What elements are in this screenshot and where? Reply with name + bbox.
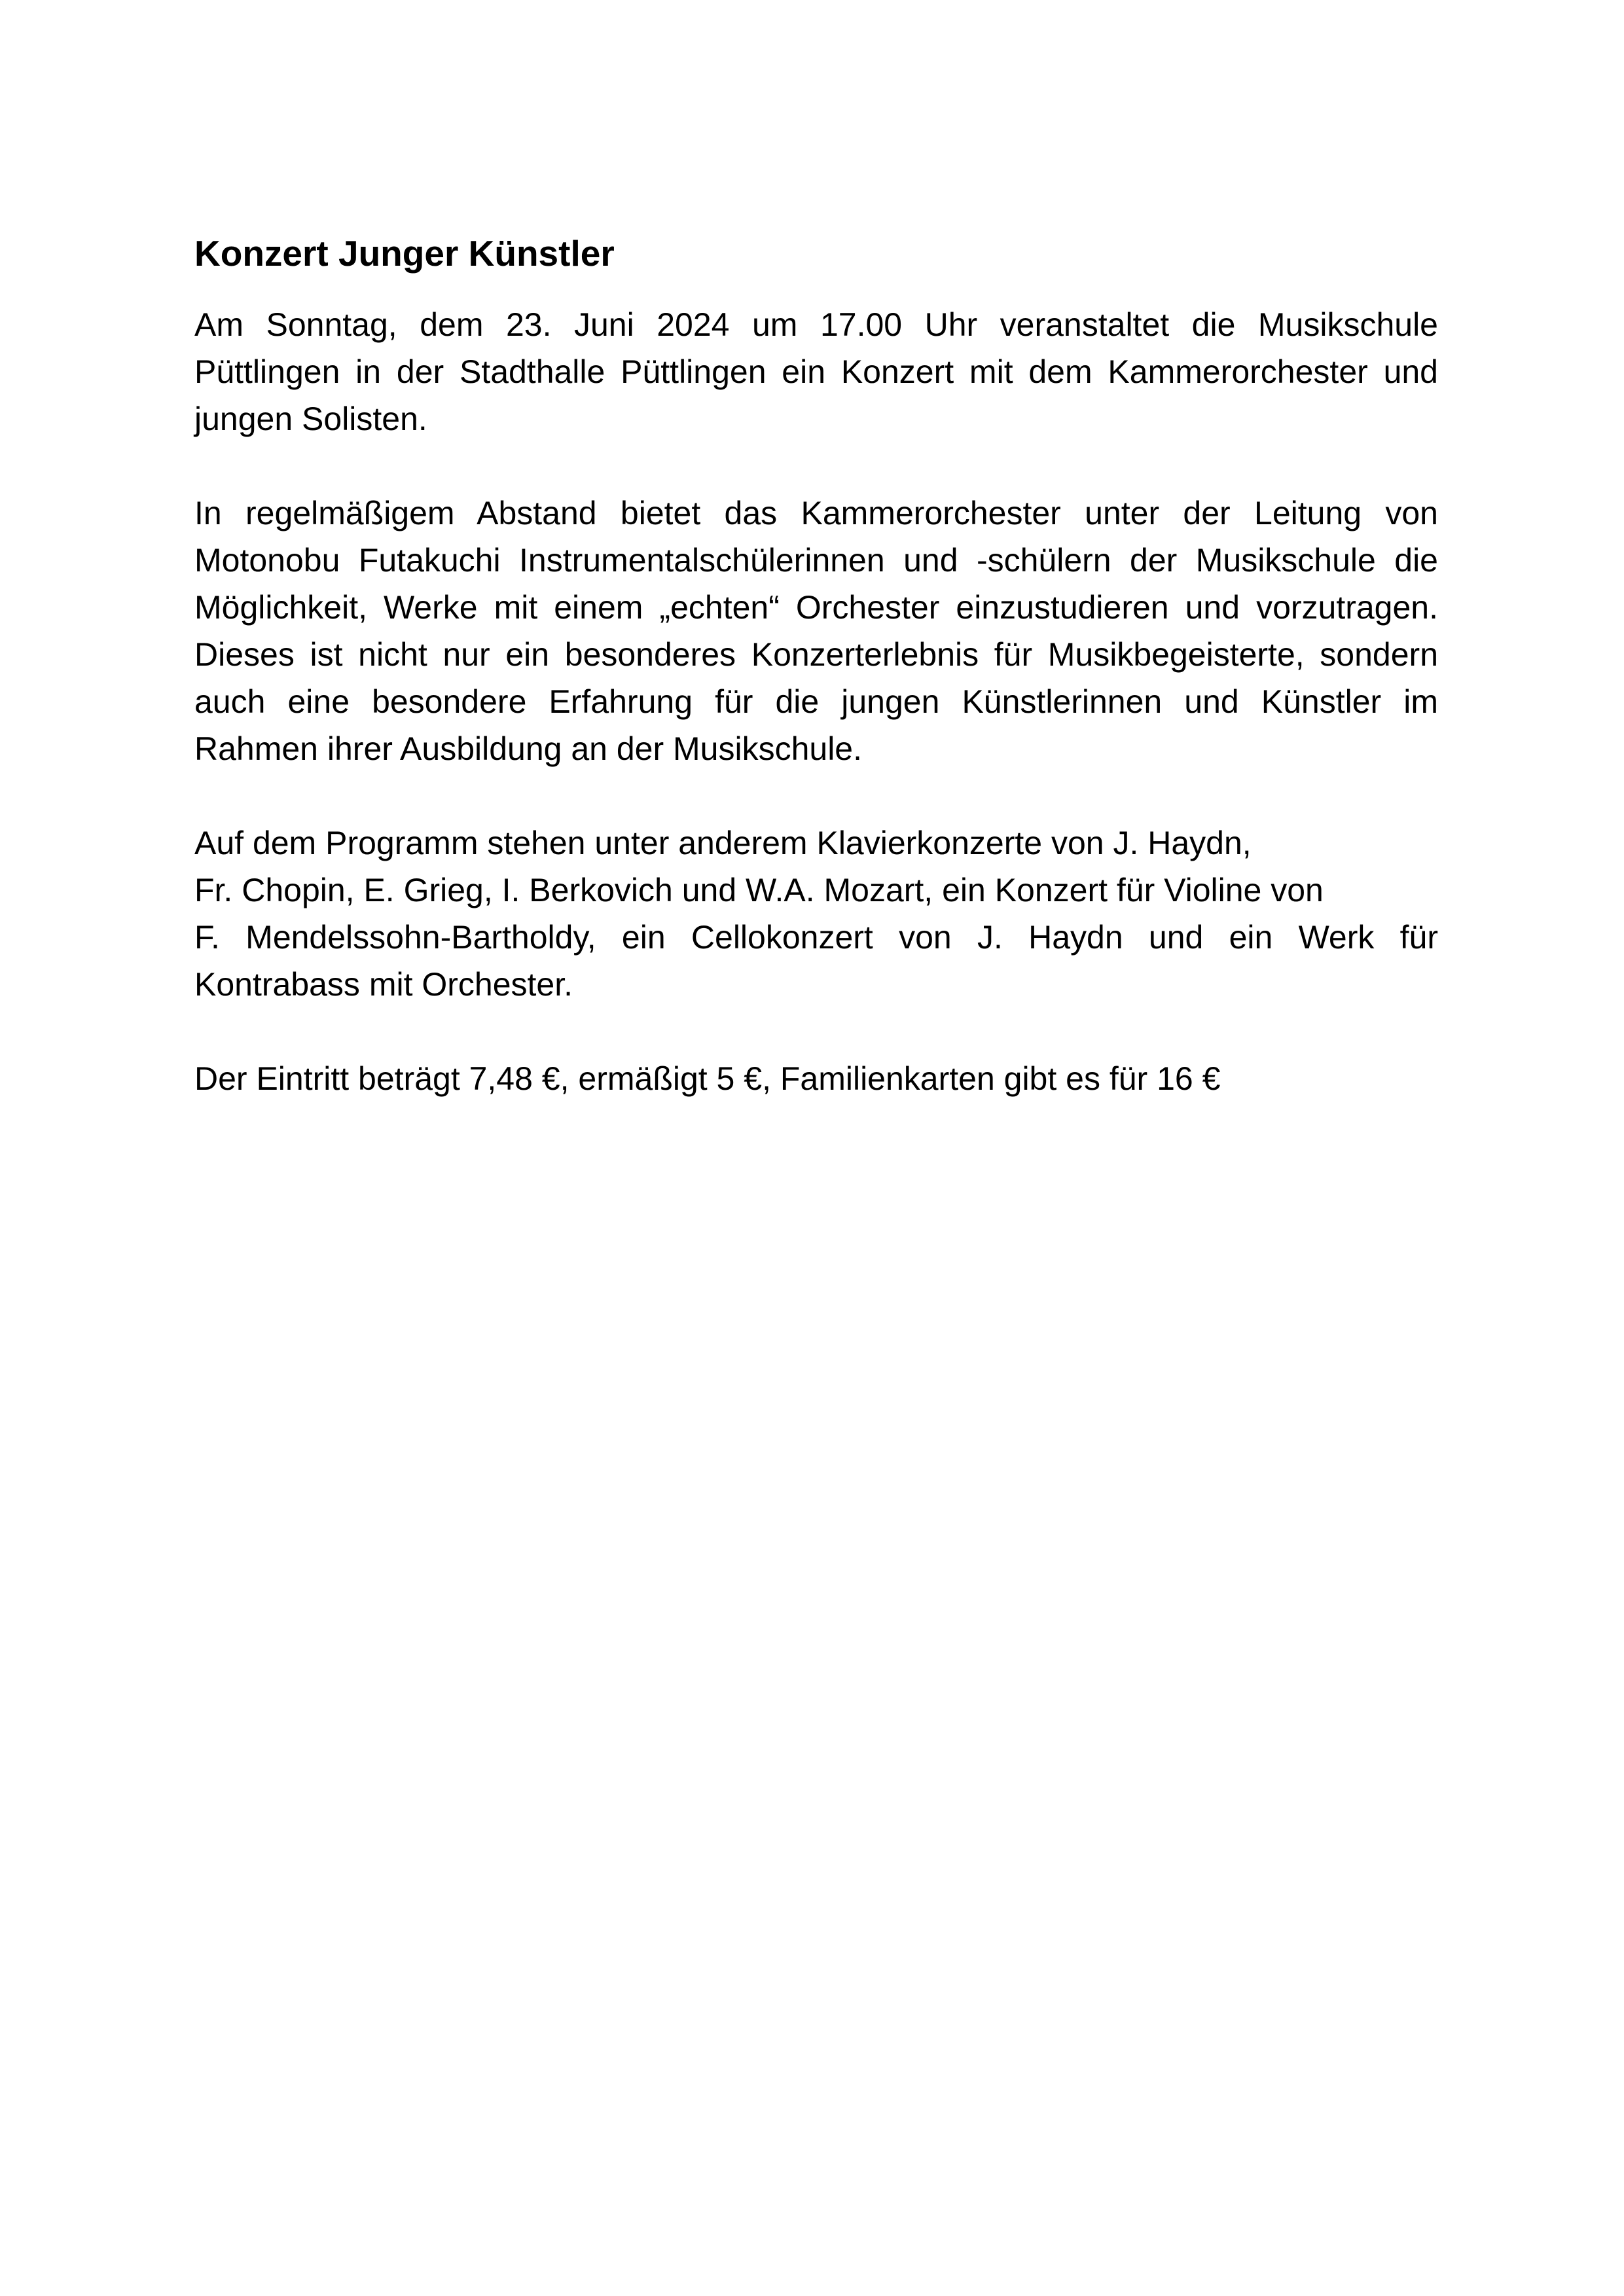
paragraph-orchestra: In regelmäßigem Abstand bietet das Kammerorchester unter der Leitung von Motonobu Futakuchi Instrumentalschülerinnen und -schülern der Musikschule die Möglichkeit, Werke mit einem „echten“ Orchester einzustudieren und vorzutragen. Dieses ist nicht nur ein besonderes Konzerterlebnis für Musikbegeisterte, sondern auch eine besondere Erfahrung für die jungen Künstlerinnen und Künstler im Rahmen ihrer Ausbildung an der Musikschule.: [194, 495, 1438, 767]
program-line: Kontrabass mit Orchester.: [194, 966, 573, 1003]
program-line: Fr. Chopin, E. Grieg, I. Berkovich und W.A. Mozart, ein Konzert für Violine von: [194, 872, 1324, 908]
paragraph-admission: Der Eintritt beträgt 7,48 €, ermäßigt 5 €, Familienkarten gibt es für 16 €: [194, 1060, 1221, 1097]
document-title: Konzert Junger Künstler: [194, 233, 615, 274]
program-line: F. Mendelssohn-Bartholdy, ein Cellokonzert von J. Haydn und ein Werk für: [194, 919, 1438, 956]
program-line: Auf dem Programm stehen unter anderem Klavierkonzerte von J. Haydn,: [194, 825, 1252, 861]
paragraph-intro: Am Sonntag, dem 23. Juni 2024 um 17.00 Uhr veranstaltet die Musikschule Püttlingen in der Stadthalle Püttlingen ein Konzert mit dem Kammerorchester und jungen Solisten.: [194, 306, 1438, 437]
document-body: [194, 230, 1438, 1102]
paragraph-program: [194, 819, 1438, 1008]
